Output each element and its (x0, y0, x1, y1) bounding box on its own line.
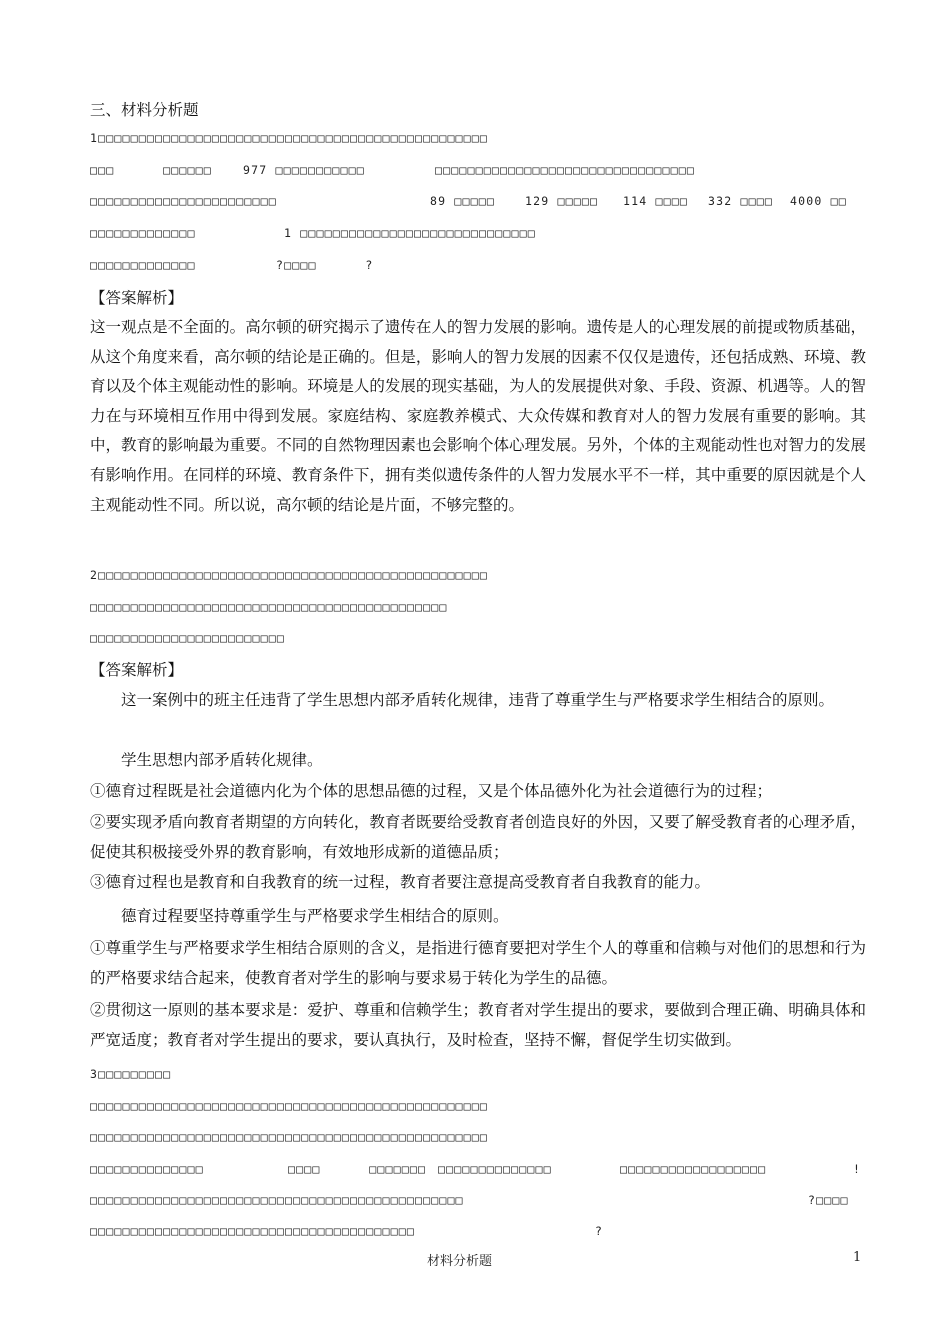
q3-line: □□□□□□□□□□□□□□□□□□□□□□□□□□□□□□□□□□□□□□□□□□□□□□ (90, 1193, 464, 1207)
q1-line: 4000 □□ (790, 194, 847, 208)
q3-line: □□□□□□□□□□□□□□ (90, 1162, 204, 1176)
q1-line: □□□ □□□□□□ (90, 163, 212, 177)
q3-line: ? (595, 1224, 604, 1238)
q3-line: □□□□□□□□□□□□□□□□□□ (620, 1162, 767, 1176)
answer-label: 【答案解析】 (90, 289, 184, 307)
law-item: ①德育过程既是社会道德内化为个体的思想品德的过程，又是个体品德外化为社会道德行为的过程； (90, 782, 773, 800)
q3-line: 3□□□□□□□□□ (90, 1067, 172, 1081)
q2-line: 2□□□□□□□□□□□□□□□□□□□□□□□□□□□□□□□□□□□□□□□□□□□□□□□□ (90, 568, 489, 582)
q1-line: 129 □□□□□ (525, 194, 599, 208)
q1-line: 114 □□□□ (623, 194, 688, 208)
law-item: ②要实现矛盾向教育者期望的方向转化，教育者既要给受教育者创造良好的外因，又要了解受教育者的心理矛盾，促使其积极接受外界的教育影响，有效地形成新的道德品质； (90, 813, 866, 861)
law-item: ③德育过程也是教育和自我教育的统一过程，教育者要注意提高受教育者自我教育的能力。 (90, 873, 711, 891)
q1-line: 332 □□□□ (708, 194, 773, 208)
q3-line: □□□□□□□□□□□□□□□□□□□□□□□□□□□□□□□□□□□□□□□□□□□□□□□□□ (90, 1099, 489, 1113)
page-number: 1 (853, 1250, 862, 1265)
answer-intro: 这一案例中的班主任违背了学生思想内部矛盾转化规律，违背了尊重学生与严格要求学生相结合的原则。 (121, 691, 835, 709)
q3-line: □□□□ □□□□□□□ (288, 1162, 427, 1176)
footer-title: 材料分析题 (427, 1254, 493, 1269)
q1-line: 89 □□□□□ (430, 194, 495, 208)
q3-line: ! (853, 1162, 862, 1176)
answer-paragraph: 这一观点是不全面的。高尔顿的研究揭示了遗传在人的智力发展的影响。遗传是人的心理发展的前提或物质基础，从这个角度来看，高尔顿的结论是正确的。但是，影响人的智力发展的因素不仅仅是遗传，还包括成熟、环境、教育以及个体主观能动性的影响。环境是人的发展的现实基础，为人的发展提供对象、手段、资源、机遇等。人的智力在与环境相互作用中得到发展。家庭结构、家庭教养模式、大众传媒和教育对人的智力发展有重要的影响。其中，教育的影响最为重要。不同的自然物理因素也会影响个体心理发展。另外，个体的主观能动性也对智力的发展有影响作用。在同样的环境、教育条件下，拥有类似遗传条件的人智力发展水平不一样，其中重要的原因就是个人主观能动性不同。所以说，高尔顿的结论是片面，不够完整的。 (90, 318, 866, 514)
q3-line: ?□□□□ (808, 1193, 849, 1207)
answer-label: 【答案解析】 (90, 661, 184, 679)
q1-line: 1 □□□□□□□□□□□□□□□□□□□□□□□□□□□□□ (284, 226, 536, 240)
law-title: 学生思想内部矛盾转化规律。 (121, 751, 323, 769)
q2-line: □□□□□□□□□□□□□□□□□□□□□□□□□□□□□□□□□□□□□□□□□□□□ (90, 600, 448, 614)
section-title: 三、材料分析题 (90, 101, 199, 119)
q1-line: □□□□□□□□□□□□□□□□□□□□□□□□□□□□□□□□ (435, 163, 695, 177)
principle-title: 德育过程要坚持尊重学生与严格要求学生相结合的原则。 (121, 907, 509, 925)
q1-line: ?□□□□ ? (276, 258, 374, 272)
q1-line: 1□□□□□□□□□□□□□□□□□□□□□□□□□□□□□□□□□□□□□□□□□□□□□□□□ (90, 131, 489, 145)
q2-line: □□□□□□□□□□□□□□□□□□□□□□□□ (90, 631, 285, 645)
q1-line: □□□□□□□□□□□□□ (90, 258, 196, 272)
q1-line: □□□□□□□□□□□□□ (90, 226, 196, 240)
q1-line: □□□□□□□□□□□□□□□□□□□□□□□ (90, 194, 277, 208)
principle-item: ②贯彻这一原则的基本要求是：爱护、尊重和信赖学生；教育者对学生提出的要求，要做到合理正确、明确具体和严宽适度；教育者对学生提出的要求，要认真执行，及时检查，坚持不懈，督促学生切实做到。 (90, 1001, 866, 1049)
q3-line: □□□□□□□□□□□□□□□□□□□□□□□□□□□□□□□□□□□□□□□□ (90, 1224, 415, 1238)
q3-line: □□□□□□□□□□□□□□ (438, 1162, 552, 1176)
q1-line: 977 □□□□□□□□□□□ (243, 163, 365, 177)
q3-line: □□□□□□□□□□□□□□□□□□□□□□□□□□□□□□□□□□□□□□□□□□□□□□□□□ (90, 1130, 489, 1144)
principle-item: ①尊重学生与严格要求学生相结合原则的含义，是指进行德育要把对学生个人的尊重和信赖与对他们的思想和行为的严格要求结合起来，使教育者对学生的影响与要求易于转化为学生的品德。 (90, 939, 866, 987)
